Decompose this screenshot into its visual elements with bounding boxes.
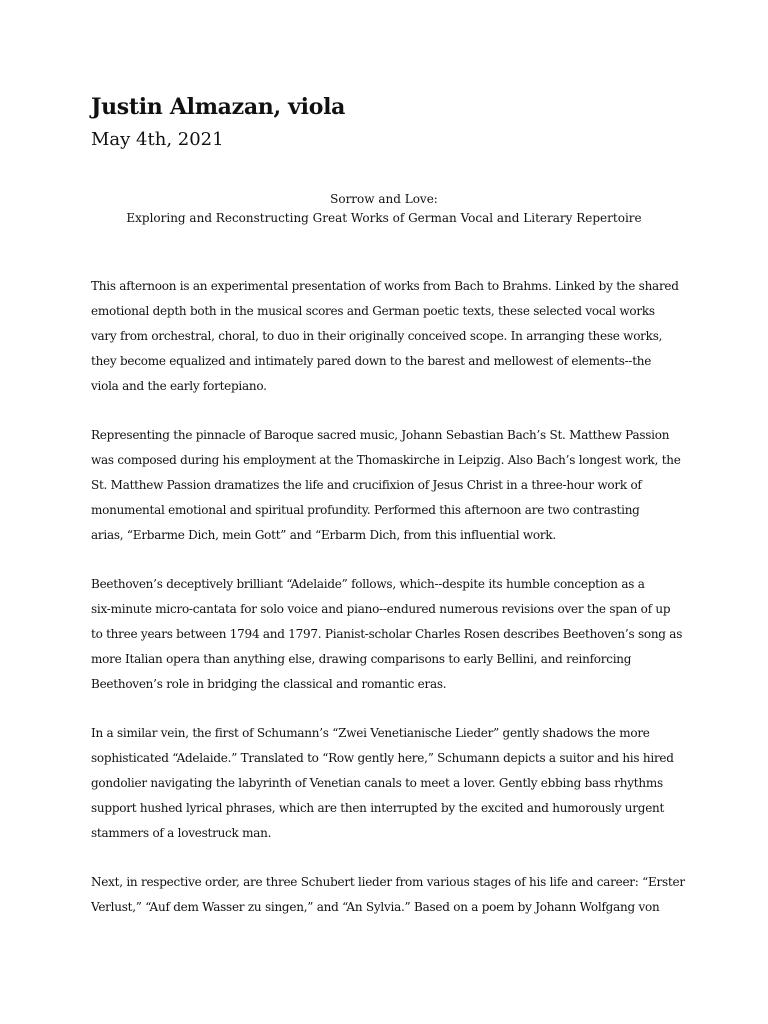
text-line: gondolier navigating the labyrinth of Venetian canals to meet a lover. Gently ebbing bass rhythms bbox=[91, 776, 663, 790]
paragraph bbox=[91, 274, 679, 399]
paragraph bbox=[91, 870, 685, 920]
paragraph bbox=[91, 721, 679, 846]
text-line: sophisticated “Adelaide.” Translated to “Row gently here,” Schumann depicts a suitor and his hired bbox=[91, 751, 674, 765]
text-line: Beethoven’s role in bridging the classical and romantic eras. bbox=[91, 677, 447, 691]
text-line: was composed during his employment at the Thomaskirche in Leipzig. Also Bach’s longest work, the bbox=[91, 453, 681, 467]
text-line: St. Matthew Passion dramatizes the life and crucifixion of Jesus Christ in a three-hour work of bbox=[91, 478, 642, 492]
text-line: to three years between 1794 and 1797. Pianist-scholar Charles Rosen describes Beethoven’s song as bbox=[91, 627, 683, 641]
text-line: Beethoven’s deceptively brilliant “Adelaide” follows, which--despite its humble conception as a bbox=[91, 577, 645, 591]
text-line: six-minute micro-cantata for solo voice and piano--endured numerous revisions over the span of up bbox=[91, 602, 671, 616]
program-notes bbox=[91, 274, 685, 944]
performer-name: Justin Almazan, viola bbox=[91, 94, 346, 120]
document-header bbox=[91, 92, 345, 155]
text-line: they become equalized and intimately pared down to the barest and mellowest of elements--the bbox=[91, 354, 652, 368]
text-line: Next, in respective order, are three Schubert lieder from various stages of his life and career: “Erster bbox=[91, 875, 685, 889]
text-line: vary from orchestral, choral, to duo in their originally conceived scope. In arranging these works, bbox=[91, 329, 663, 343]
program-subtitle bbox=[0, 190, 768, 228]
performance-date: May 4th, 2021 bbox=[91, 129, 224, 150]
text-line: emotional depth both in the musical scores and German poetic texts, these selected vocal works bbox=[91, 304, 655, 318]
text-line: monumental emotional and spiritual profundity. Performed this afternoon are two contrasting bbox=[91, 503, 640, 517]
text-line: Representing the pinnacle of Baroque sacred music, Johann Sebastian Bach’s St. Matthew Passion bbox=[91, 428, 670, 442]
text-line: arias, “Erbarme Dich, mein Gott” and “Erbarm Dich, from this influential work. bbox=[91, 528, 556, 542]
text-line: In a similar vein, the first of Schumann’s “Zwei Venetianische Lieder” gently shadows the more bbox=[91, 726, 650, 740]
subtitle-line-1: Sorrow and Love: bbox=[330, 192, 438, 206]
text-line: support hushed lyrical phrases, which are then interrupted by the excited and humorously urgent bbox=[91, 801, 665, 815]
subtitle-line-2: Exploring and Reconstructing Great Works of German Vocal and Literary Repertoire bbox=[126, 211, 642, 225]
text-line: stammers of a lovestruck man. bbox=[91, 826, 272, 840]
text-line: This afternoon is an experimental presentation of works from Bach to Brahms. Linked by the shared bbox=[91, 279, 679, 293]
paragraph bbox=[91, 572, 683, 697]
paragraph bbox=[91, 423, 679, 548]
text-line: more Italian opera than anything else, drawing comparisons to early Bellini, and reinforcing bbox=[91, 652, 632, 666]
text-line: viola and the early fortepiano. bbox=[91, 379, 267, 393]
text-line: Verlust,” “Auf dem Wasser zu singen,” and “An Sylvia.” Based on a poem by Johann Wolfgang von bbox=[91, 900, 660, 914]
